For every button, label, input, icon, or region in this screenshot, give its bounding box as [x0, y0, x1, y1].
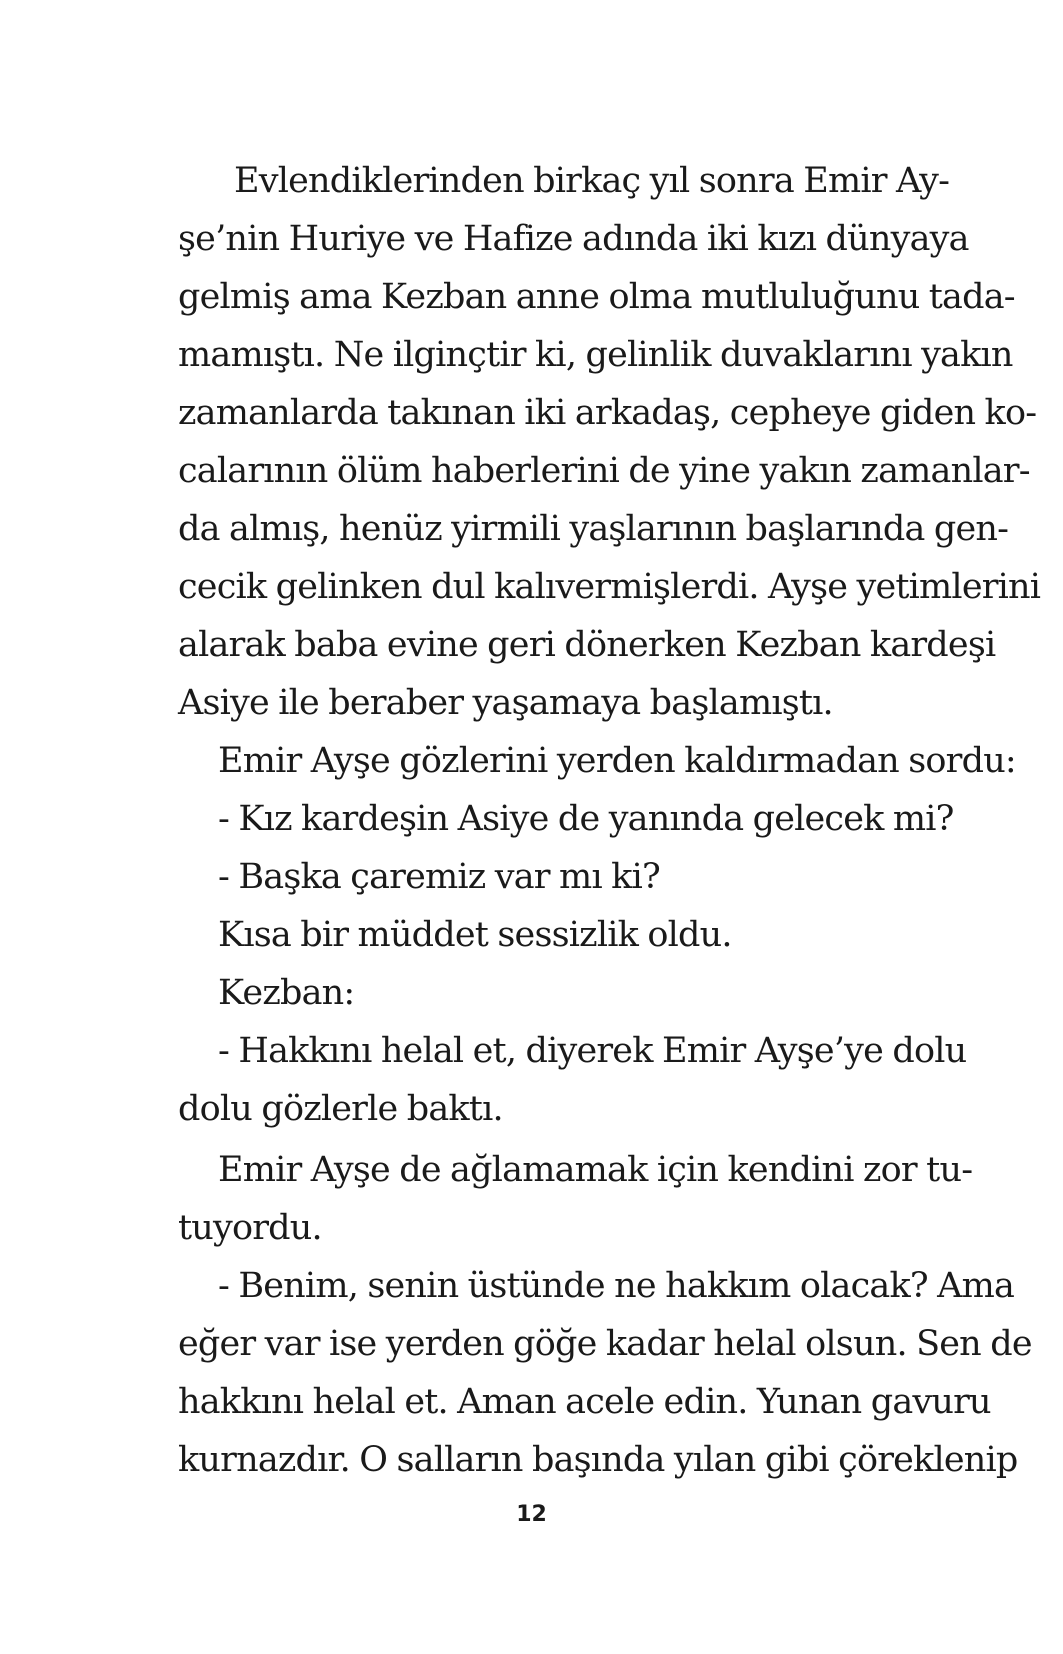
- text-line: zamanlarda takınan iki arkadaş, cepheye giden ko-: [178, 393, 1037, 433]
- body-text: [178, 152, 1041, 1489]
- text-line: eğer var ise yerden göğe kadar helal olsun. Sen de: [178, 1324, 1032, 1364]
- text-line: alarak baba evine geri dönerken Kezban kardeşi: [178, 625, 996, 665]
- text-line: cecik gelinken dul kalıvermişlerdi. Ayşe yetimlerini: [178, 567, 1041, 607]
- text-line: Kezban:: [218, 973, 355, 1013]
- text-line: şe’nin Huriye ve Hafize adında iki kızı dünyaya: [178, 219, 969, 259]
- text-line: hakkını helal et. Aman acele edin. Yunan gavuru: [178, 1382, 991, 1422]
- text-line: da almış, henüz yirmili yaşlarının başlarında gen-: [178, 509, 1009, 549]
- text-line: dolu gözlerle baktı.: [178, 1089, 503, 1129]
- text-line: - Benim, senin üstünde ne hakkım olacak? Ama: [218, 1266, 1015, 1306]
- text-line: tuyordu.: [178, 1208, 322, 1248]
- text-line: - Başka çaremiz var mı ki?: [218, 857, 660, 897]
- text-line: Evlendiklerinden birkaç yıl sonra Emir Ay-: [234, 161, 950, 201]
- text-line: Emir Ayşe gözlerini yerden kaldırmadan sordu:: [218, 741, 1016, 781]
- text-line: - Kız kardeşin Asiye de yanında gelecek mi?: [218, 799, 954, 839]
- text-line: gelmiş ama Kezban anne olma mutluluğunu tada-: [178, 277, 1015, 317]
- text-line: mamıştı. Ne ilginçtir ki, gelinlik duvaklarını yakın: [178, 335, 1013, 375]
- page-number: 12: [516, 1502, 547, 1527]
- text-line: Asiye ile beraber yaşamaya başlamıştı.: [178, 683, 833, 723]
- text-line: calarının ölüm haberlerini de yine yakın zamanlar-: [178, 451, 1030, 491]
- text-line: - Hakkını helal et, diyerek Emir Ayşe’ye dolu: [218, 1031, 967, 1071]
- text-line: Kısa bir müddet sessizlik oldu.: [218, 915, 732, 955]
- text-line: Emir Ayşe de ağlamamak için kendini zor tu-: [218, 1150, 973, 1190]
- text-line: kurnazdır. O salların başında yılan gibi çöreklenip: [178, 1440, 1018, 1480]
